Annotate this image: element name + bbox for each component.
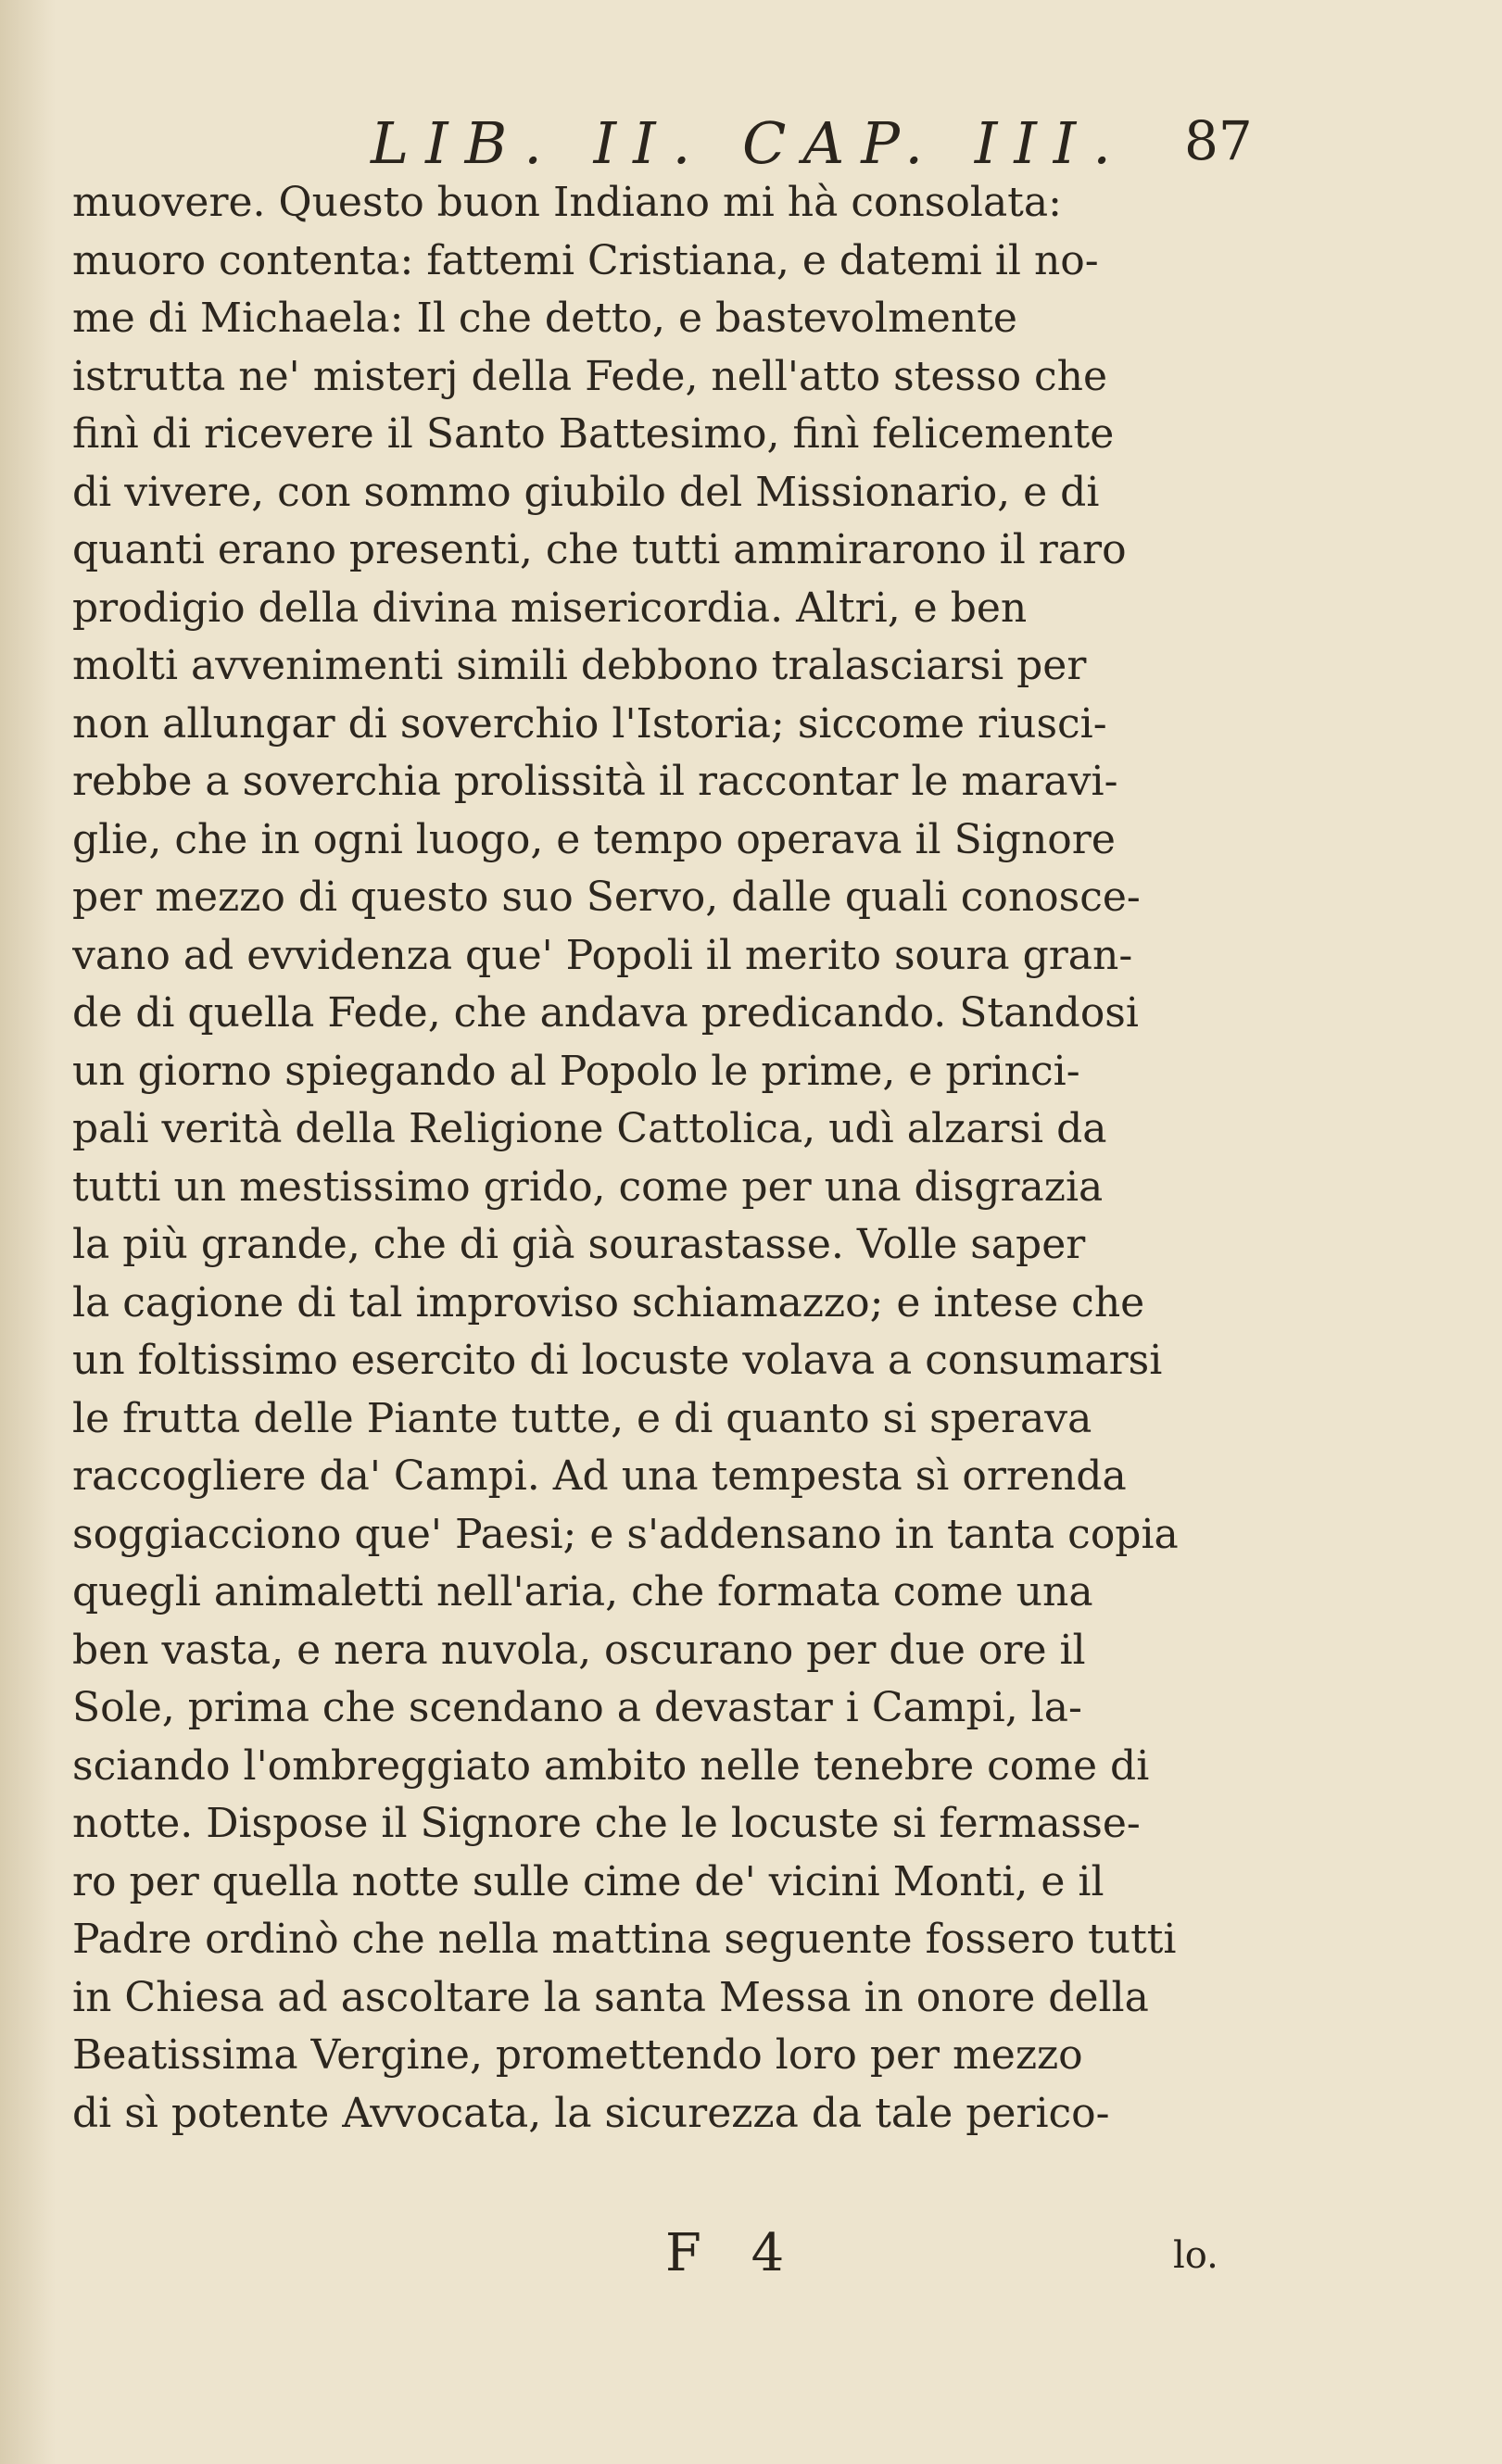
text-line: non allungar di soverchio l'Istoria; siccome riusci- — [72, 699, 1107, 748]
text-line: me di Michaela: Il che detto, e bastevolmente — [72, 295, 1017, 342]
text-line: tutti un mestissimo grido, come per una disgrazia — [72, 1163, 1104, 1211]
text-line: quanti erano presenti, che tutti ammirarono il raro — [72, 526, 1127, 573]
text-line: un foltissimo esercito di locuste volava a consumarsi — [72, 1337, 1163, 1384]
page-header — [371, 109, 1297, 183]
text-line: ben vasta, e nera nuvola, oscurano per due ore il — [72, 1626, 1086, 1674]
page-number: 87 — [1184, 109, 1253, 172]
text-line: la più grande, che di già sourastasse. Volle saper — [72, 1221, 1086, 1268]
text-line: de di quella Fede, che andava predicando. Standosi — [72, 989, 1139, 1037]
text-line: le frutta delle Piante tutte, e di quanto si sperava — [72, 1394, 1092, 1442]
text-line: soggiacciono que' Paesi; e s'addensano in tanta copia — [72, 1510, 1179, 1558]
text-line: di sì potente Avvocata, la sicurezza da tale perico- — [72, 2089, 1110, 2137]
text-line: notte. Dispose il Signore che le locuste si fermasse- — [72, 1800, 1141, 1847]
text-line: pali verità della Religione Cattolica, udì alzarsi da — [72, 1105, 1107, 1152]
text-line: istrutta ne' misterj della Fede, nell'atto stesso che — [72, 352, 1108, 400]
page-footer — [0, 2223, 1502, 2297]
text-line: molti avvenimenti simili debbono tralasciarsi per — [72, 642, 1087, 689]
running-head: LIB. II. CAP. III. — [371, 109, 1129, 177]
text-line: muovere. Questo buon Indiano mi hà consolata: — [72, 179, 1062, 226]
text-line: finì di ricevere il Santo Battesimo, finì felicemente — [72, 410, 1115, 458]
text-line: sciando l'ombreggiato ambito nelle tenebre come di — [72, 1741, 1150, 1790]
text-line: per mezzo di questo suo Servo, dalle quali conosce- — [72, 874, 1141, 921]
text-line: un giorno spiegando al Popolo le prime, e princi- — [72, 1047, 1080, 1095]
page-gutter-shadow — [0, 0, 56, 2464]
text-line: Beatissima Vergine, promettendo loro per mezzo — [72, 2031, 1083, 2079]
text-line: glie, che in ogni luogo, e tempo operava il Signore — [72, 815, 1116, 863]
text-line: Sole, prima che scendano a devastar i Campi, la- — [72, 1684, 1082, 1731]
text-line: muoro contenta: fattemi Cristiana, e datemi il no- — [72, 236, 1099, 284]
text-line: Padre ordinò che nella mattina seguente fossero tutti — [72, 1916, 1177, 1963]
text-line: la cagione di tal improviso schiamazzo; e intese che — [72, 1278, 1145, 1326]
text-line: quegli animaletti nell'aria, che formata come una — [72, 1568, 1093, 1615]
text-line: di vivere, con sommo giubilo del Missionario, e di — [72, 468, 1100, 516]
text-line: ro per quella notte sulle cime de' vicini Monti, e il — [72, 1857, 1104, 1905]
signature-mark: F 4 — [665, 2223, 801, 2283]
body-text — [72, 174, 1323, 2143]
text-line: vano ad evvidenza que' Popoli il merito soura gran- — [72, 931, 1133, 979]
text-line: raccogliere da' Campi. Ad una tempesta sì orrenda — [72, 1452, 1127, 1500]
text-line: prodigio della divina misericordia. Altri, e ben — [72, 584, 1028, 632]
text-line: rebbe a soverchia prolissità il raccontar le maravi- — [72, 758, 1118, 805]
text-line: in Chiesa ad ascoltare la santa Messa in onore della — [72, 1973, 1149, 2021]
catchword: lo. — [1173, 2234, 1218, 2277]
